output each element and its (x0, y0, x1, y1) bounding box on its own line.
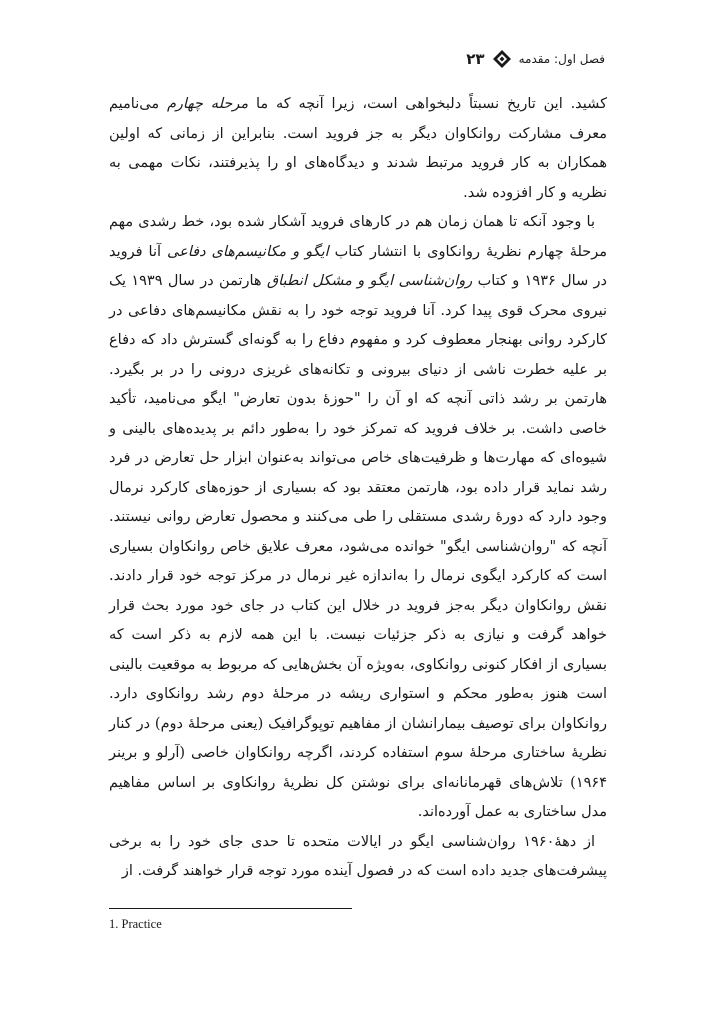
text-run: هارتمن در سال ۱۹۳۹ یک نیروی محرک قوی پیدا کرد. آنا فروید توجه خود را به نقش مکانیسم‌های دفاعی در کارکرد روانی بهنجار معطوف کرد و مفهوم دفاع را به گونه‌ای گسترش داد که دفاع بر علیه خطرت ناشی از دنیای بیرونی و تکانه‌های غریزی درونی را در بر بگیرد. هارتمن بر رشد ذاتی آنچه که او آن را "حوزهٔ بدون تعارض" ایگو می‌نامید، تأکید خاصی داشت. بر خلاف فروید که تمرکز خود را به‌طور دائم بر پدیده‌های بالینی و شیوه‌ای که مهارت‌ها و ظرفیت‌های خاص می‌تواند به‌عنوان ابزار حل تعارض در فرد رشد نماید قرار داده بود، هارتمن معتقد بود که بسیاری از حوزه‌های کارکرد نرمال وجود دارد که دورهٔ رشدی مستقلی را طی می‌کنند و محصول تعارض روانی نیستند. آنچه که "روان‌شناسی ایگو" خوانده می‌شود، معرف علایق خاص روانکاوان بسیاری است که کارکرد ایگوی نرمال را به‌اندازه غیر نرمال در مرکز توجه خود قرار دادند. نقش روانکاوان دیگر به‌جز فروید در خلال این کتاب در جای خود مورد بحث قرار خواهد گرفت و نیازی به ذکر جزئیات نیست. با این همه لازم به ذکر است که بسیاری از افکار کنونی روانکاوی، به‌ویژه آن بخش‌هایی که مربوط به موقعیت بالینی است هنوز به‌طور محکم و استواری ریشه در مرحلهٔ دوم رشد روانکاوی دارد. روانکاوان برای توصیف بیمارانشان از مفاهیم توپوگرافیک (یعنی مرحلهٔ دوم) در کنار نظریهٔ ساختاری مرحلهٔ سوم استفاده کردند، اگرچه روانکاوان خاصی (آرلو و برینر ۱۹۶۴) تلاش‌های قهرمانانه‌ای برای نوشتن کل نظریهٔ روانکاوی بر اساس مفاهیم مدل ساختاری به عمل آورده‌اند. (109, 273, 607, 820)
running-header (466, 50, 605, 68)
paragraph (109, 208, 607, 828)
text-run: کشید. این تاریخ نسبتاً دلبخواهی است، زیرا آنچه که ما (248, 96, 608, 112)
page-number: ۲۳ (466, 50, 485, 68)
footnote: 1. Practice (109, 917, 162, 931)
text-run: از دههٔ۱۹۶۰ روان‌شناسی ایگو در ایالات متحده تا حدی جای خود را به برخی پیشرفت‌های جدید داده است که در فصول آینده مورد توجه قرار خواهند گرفت. از (109, 833, 607, 879)
diamond-ornament-icon (493, 50, 511, 68)
italic-phrase: مرحله چهارم (166, 96, 249, 112)
text-run: با وجود آنکه تا همان زمان هم در کارهای فروید آشکار شده بود، خط رشدی مهم مرحلهٔ چهارم نظریهٔ روانکاوی با انتشار کتاب (109, 214, 608, 260)
italic-phrase: ایگو و مکانیسم‌های دفاعی (167, 243, 329, 260)
chapter-title: فصل اول: مقدمه (518, 52, 605, 66)
paragraph (109, 828, 607, 887)
text-run: می‌نامیم معرف مشارکت روانکاوان دیگر به جز فروید است. بنابراین از زمانی که اولین همکاران به کار فروید مرتبط شدند و دیدگاه‌های او را پذیرفتند، نکات مهمی به نظریه و کار افزوده شد. (109, 96, 607, 201)
paragraph (109, 90, 607, 208)
footnote-divider (109, 908, 352, 909)
italic-phrase: روان‌شناسی ایگو و مشکل انطباق (266, 273, 473, 289)
text-run: آنا فروید در سال ۱۹۳۶ و کتاب (109, 243, 608, 289)
body-text (109, 90, 607, 887)
